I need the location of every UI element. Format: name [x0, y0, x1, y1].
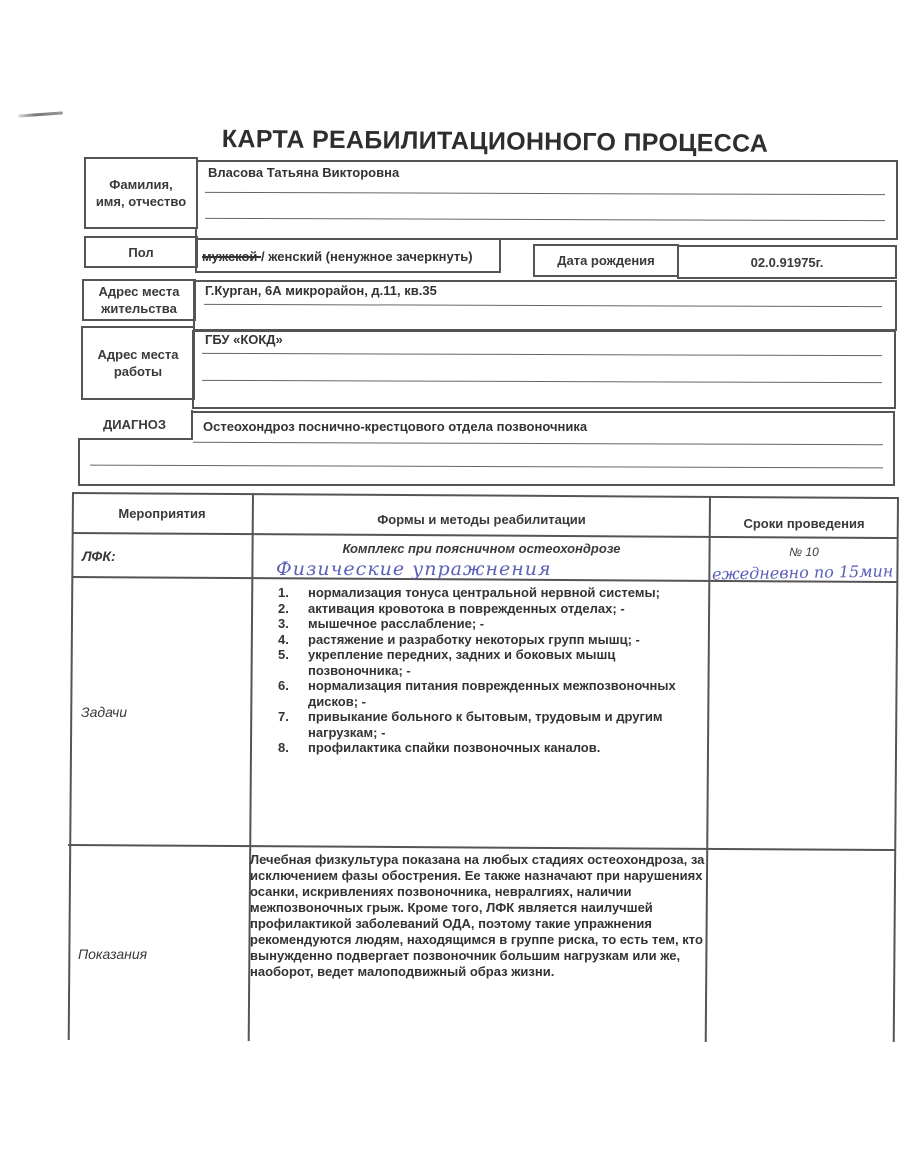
task-text: укрепление передних, задних и боковых мышц позвоночника; -: [308, 647, 616, 678]
task-text: активация кровотока в поврежденных отделах; -: [308, 600, 625, 616]
work-field-box: [192, 330, 896, 409]
sex-label: Пол: [84, 236, 198, 268]
task-text: нормализация тонуса центральной нервной системы;: [308, 585, 660, 600]
lfk-method: Комплекс при поясничном остеохондрозе: [342, 541, 621, 556]
birth-date-label: Дата рождения: [533, 244, 679, 277]
task-number: 5.: [278, 647, 289, 662]
document-title: КАРТА РЕАБИЛИТАЦИОННОГО ПРОЦЕССА: [221, 125, 769, 158]
task-item: [278, 647, 698, 678]
task-item: [278, 616, 698, 632]
tasks-row-bottom-border: [68, 844, 896, 851]
address-value[interactable]: Г.Курган, 6А микрорайон, д.11, кв.35: [205, 283, 437, 298]
col-divider-2: [705, 496, 711, 1042]
scan-mark: [18, 111, 63, 117]
diagnosis-label: ДИАГНОЗ: [78, 410, 193, 440]
task-number: 3.: [278, 616, 289, 631]
tasks-list: [278, 585, 698, 756]
header-terms: Сроки проведения: [743, 516, 865, 531]
task-text: растяжение и разработку некоторых групп мышц; -: [308, 631, 640, 647]
table-left-border: [68, 492, 74, 1040]
sex-value[interactable]: [202, 249, 473, 264]
task-number: 4.: [278, 631, 289, 647]
sex-option-female: / женский (ненужное зачеркнуть): [261, 249, 473, 264]
task-number: 8.: [278, 740, 289, 755]
lfk-term-handwritten[interactable]: ежедневно по 15мин: [711, 561, 894, 584]
task-text: профилактика спайки позвоночных каналов.: [308, 740, 601, 755]
header-bottom-border: [72, 532, 898, 539]
task-text: мышечное расслабление; -: [308, 616, 485, 631]
work-value[interactable]: ГБУ «КОКД»: [205, 332, 283, 347]
name-value[interactable]: Власова Татьяна Викторовна: [208, 165, 400, 180]
lfk-method-handwritten[interactable]: Физические упражнения: [276, 558, 552, 580]
sex-option-male-struck: мужской: [202, 249, 261, 264]
work-label: Адрес места работы: [81, 326, 195, 400]
lfk-term: № 10: [789, 545, 819, 559]
indications-text: Лечебная физкультура показана на любых стадиях остеохондроза, за исключением фазы обострения. Ее также назначают при нарушениях осанки, искривлениях позвоночника, невралгиях, наличии межпозвоночных грыж. Кроме того, ЛФК является наилучшей профилактикой заболеваний ОДА, поэтому такие упражнения рекомендуются людям, находящимся в группе риска, то есть тем, кто вынужденно подвергает позвоночник большим нагрузкам или же, наоборот, ведет малоподвижный образ жизни.: [250, 852, 705, 979]
task-item: [278, 601, 698, 617]
task-text: нормализация питания поврежденных межпозвоночных дисков; -: [308, 678, 676, 709]
task-item: [278, 709, 698, 740]
task-number: 6.: [278, 678, 289, 693]
task-item: [278, 740, 698, 756]
tasks-label: Задачи: [81, 704, 127, 720]
task-item: [278, 585, 698, 601]
indications-label: Показания: [78, 946, 148, 962]
table-top-border: [72, 492, 898, 499]
task-item: [278, 678, 698, 709]
table-right-border: [893, 497, 899, 1042]
name-label: Фамилия, имя, отчество: [84, 157, 198, 229]
task-number: 7.: [278, 709, 289, 724]
birth-date-value[interactable]: 02.0.91975г.: [677, 245, 897, 279]
task-text: привыкание больного к бытовым, трудовым и другим нагрузкам; -: [308, 709, 663, 740]
header-activities: Мероприятия: [118, 506, 206, 521]
task-item: [278, 632, 698, 648]
diagnosis-value[interactable]: Остеохондроз поснично-крестцового отдела позвоночника: [203, 419, 588, 434]
header-methods: Формы и методы реабилитации: [377, 512, 586, 527]
task-number: 2.: [278, 600, 289, 616]
address-label: Адрес места жительства: [82, 279, 196, 321]
lfk-label: ЛФК:: [82, 548, 116, 564]
task-number: 1.: [278, 585, 289, 600]
